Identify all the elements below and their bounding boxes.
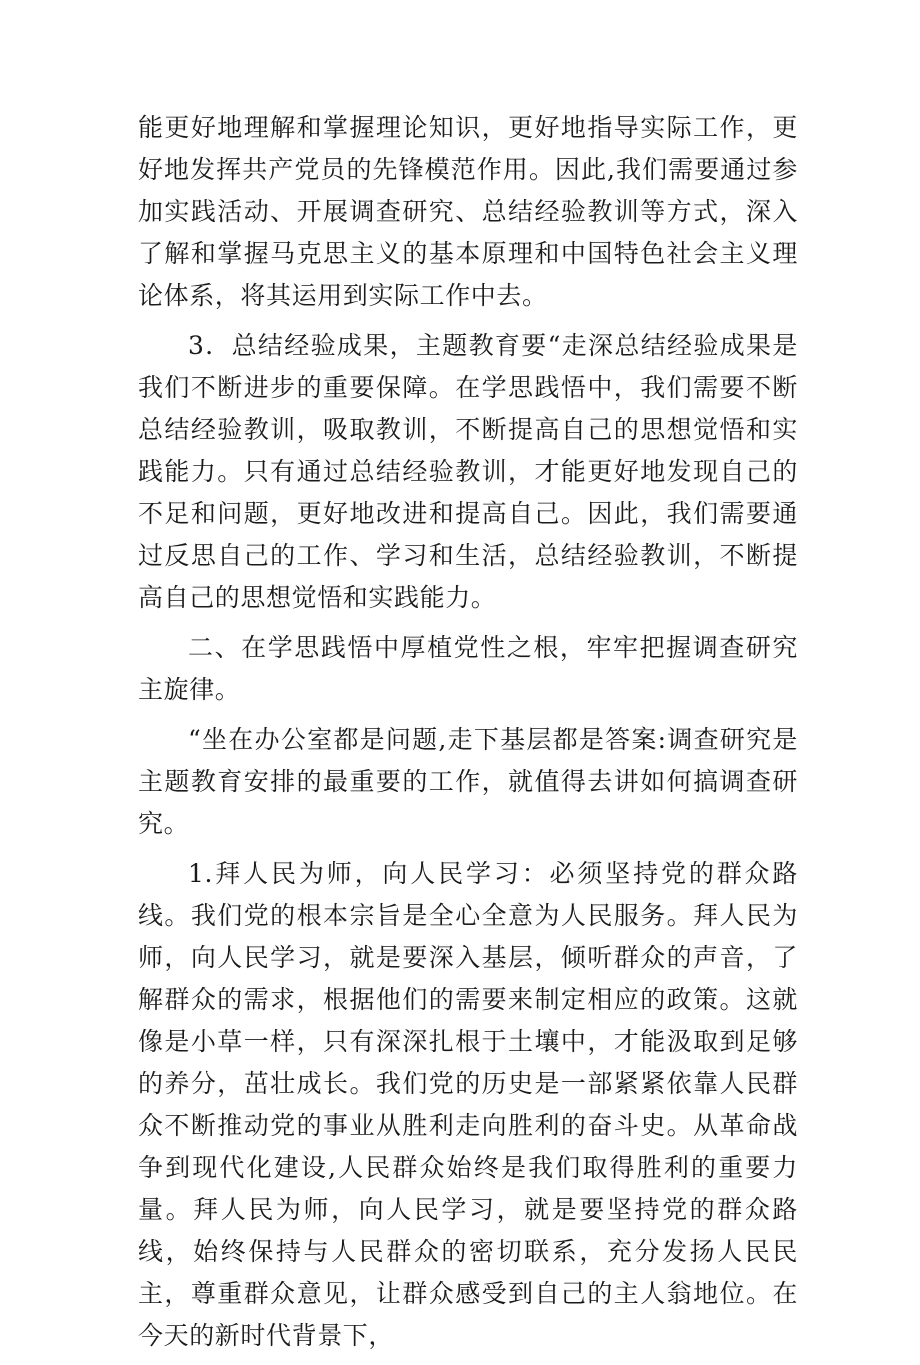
paragraph-continuation: 能更好地理解和掌握理论知识，更好地指导实际工作，更好地发挥共产党员的先锋模范作用。因此,我们需要通过参加实践活动、开展调查研究、总结经验教训等方式，深入了解和掌握马克思主义的基本原理和中国特色社会主义理论体系，将其运用到实际工作中去。 [138, 113, 798, 310]
section-heading-two: 二、在学思践悟中厚植党性之根，牢牢把握调查研究主旋律。 [138, 633, 798, 704]
paragraph-quote-investigation: “坐在办公室都是问题,走下基层都是答案:调查研究是主题教育安排的最重要的工作，就值得去讲如何搞调查研究。 [138, 725, 798, 838]
document-body [138, 107, 798, 1365]
paragraph-learn-from-people: 1.拜人民为师，向人民学习：必须坚持党的群众路线。我们党的根本宗旨是全心全意为人民服务。拜人民为师，向人民学习，就是要深入基层，倾听群众的声音，了解群众的需求，根据他们的需要来制定相应的政策。这就像是小草一样，只有深深扎根于土壤中，才能汲取到足够的养分，茁壮成长。我们党的历史是一部紧紧依靠人民群众不断推动党的事业从胜利走向胜利的奋斗史。从革命战争到现代化建设,人民群众始终是我们取得胜利的重要力量。拜人民为师，向人民学习，就是要坚持党的群众路线，始终保持与人民群众的密切联系，充分发扬人民民主，尊重群众意见，让群众感受到自己的主人翁地位。在今天的新时代背景下， [138, 859, 798, 1350]
paragraph-summary-experience: 3．总结经验成果，主题教育要“走深总结经验成果是我们不断进步的重要保障。在学思践悟中，我们需要不断总结经验教训，吸取教训，不断提高自己的思想觉悟和实践能力。只有通过总结经验教训，才能更好地发现自己的不足和问题，更好地改进和提高自己。因此，我们需要通过反思自己的工作、学习和生活，总结经验教训，不断提高自己的思想觉悟和实践能力。 [138, 331, 798, 612]
